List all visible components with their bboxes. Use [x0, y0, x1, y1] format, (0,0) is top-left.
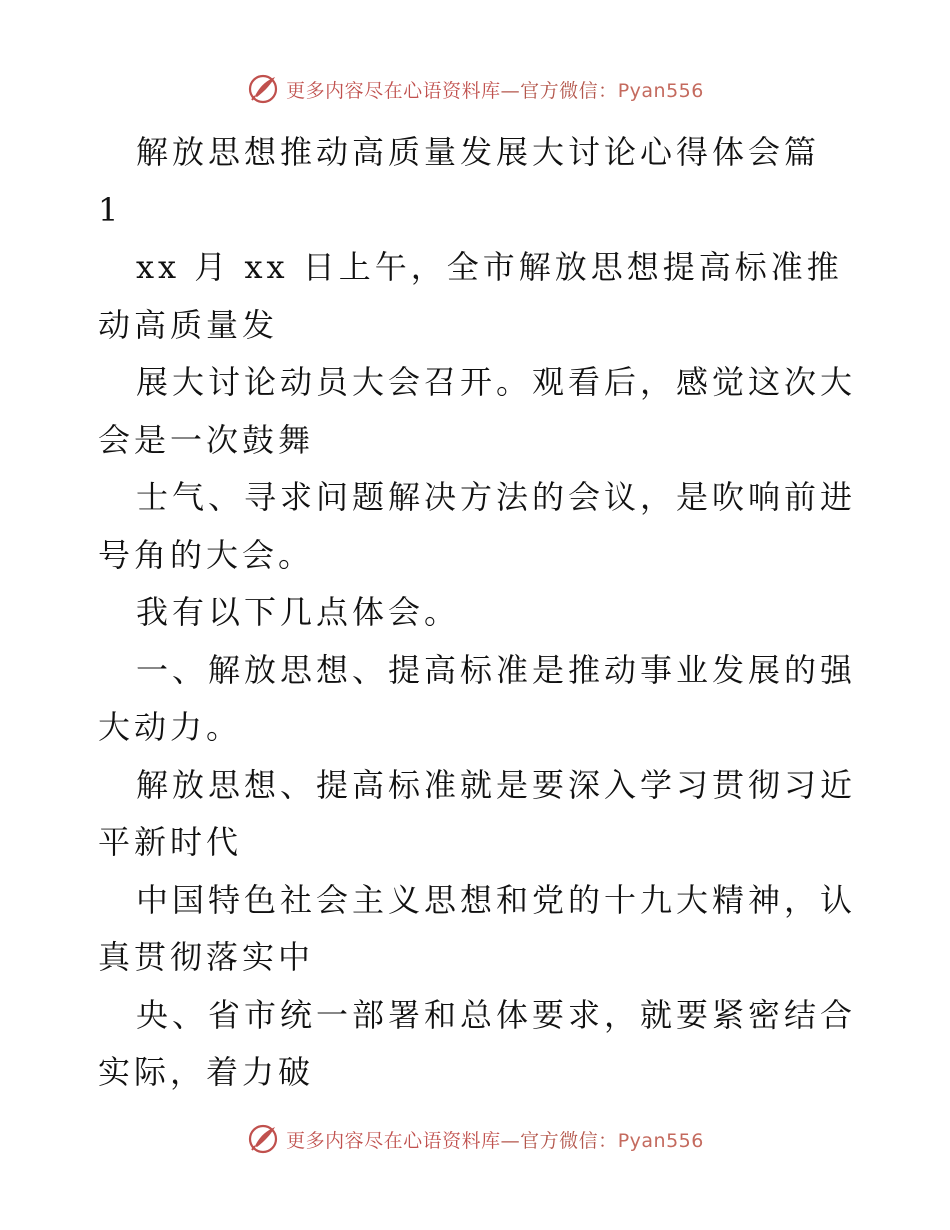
paragraph: 中国特色社会主义思想和党的十九大精神，认真贯彻落实中: [98, 880, 857, 976]
watermark-text: 更多内容尽在心语资料库—官方微信：Pyan556: [286, 1129, 704, 1152]
paragraph: 展大讨论动员大会召开。观看后，感觉这次大会是一次鼓舞: [98, 363, 857, 459]
document-title: 解放思想推动高质量发展大讨论心得体会篇 1: [98, 133, 821, 229]
paragraph: 一、解放思想、提高标准是推动事业发展的强大动力。: [98, 650, 857, 746]
paragraph: 央、省市统一部署和总体要求，就要紧密结合实际，着力破: [98, 995, 857, 1091]
quill-logo-icon: [246, 72, 280, 106]
paragraph: 我有以下几点体会。: [136, 593, 461, 631]
paragraph: 解放思想、提高标准就是要深入学习贯彻习近平新时代: [98, 765, 857, 861]
paragraph: xx 月 xx 日上午，全市解放思想提高标准推动高质量发: [98, 248, 843, 344]
header-watermark-banner: [0, 72, 950, 106]
paragraph: 士气、寻求问题解决方法的会议，是吹响前进号角的大会。: [98, 478, 857, 574]
footer-watermark-banner: [0, 1122, 950, 1156]
watermark-text: 更多内容尽在心语资料库—官方微信：Pyan556: [286, 79, 704, 102]
document-body: [98, 124, 858, 1102]
quill-logo-icon: [246, 1122, 280, 1156]
